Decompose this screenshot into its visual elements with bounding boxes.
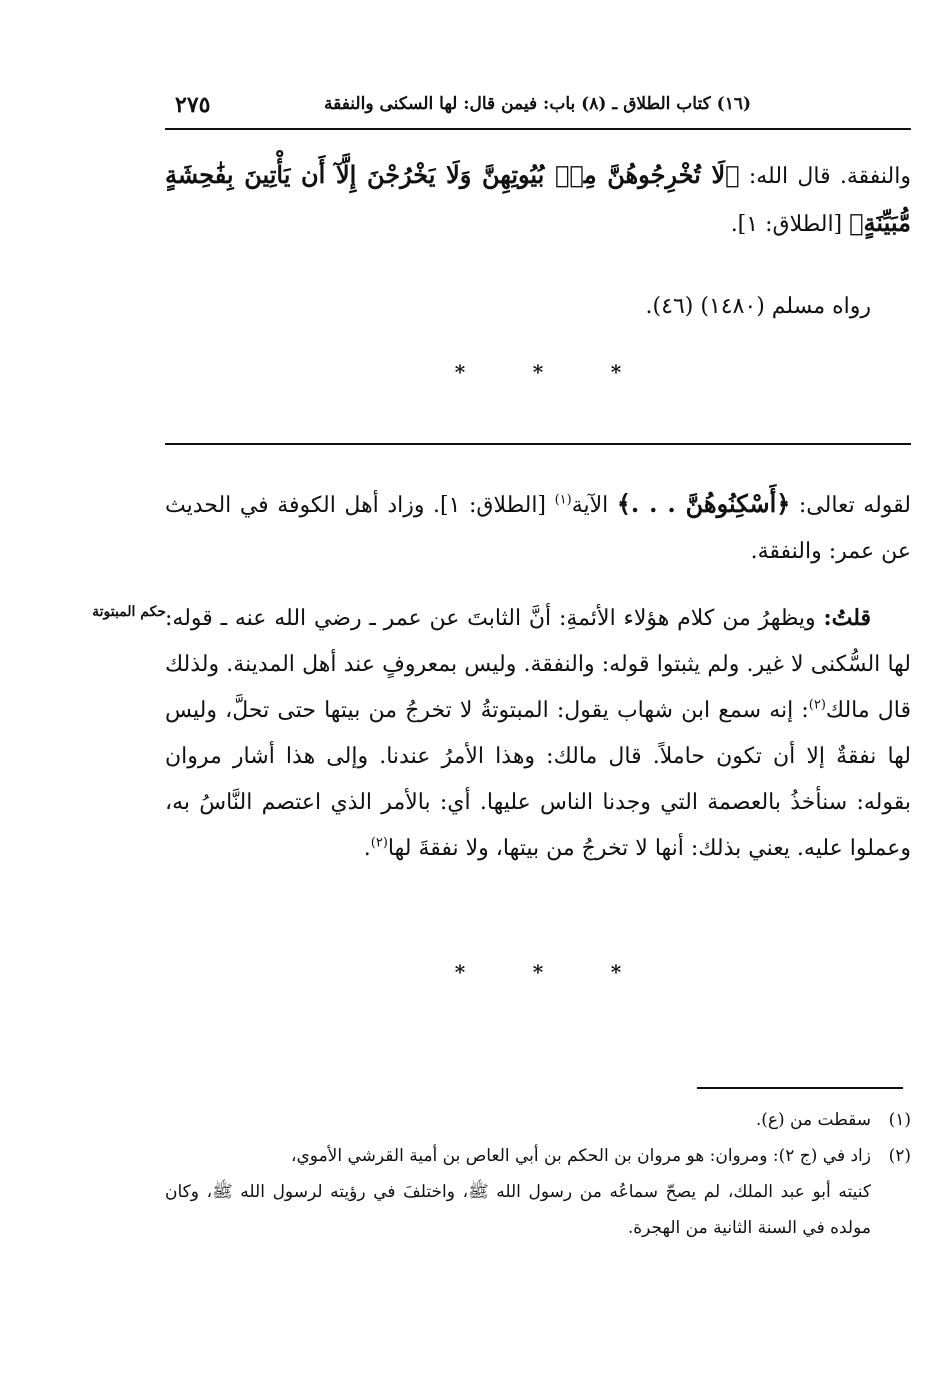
hadith-reference-paragraph [165,284,911,330]
commentary-text: . [363,836,371,861]
footnote-marker[interactable]: (١) [554,492,572,508]
separator-star: * [532,960,544,984]
separator-star: * [454,360,466,384]
verse-paragraph [165,152,911,248]
footnote-marker[interactable]: (٢) [370,835,388,851]
separator-star: * [610,360,622,384]
separator-star: * [532,360,544,384]
commentary-lead: قلتُ: [823,605,871,631]
running-header [165,92,911,128]
margin-note: حكم المبتوتة [92,604,166,620]
footnote-continuation: كنيته أبو عبد الملك، لم يصحّ سماعُه من رسول الله ﷺ، واختلفَ في رؤيته لرسول الله ﷺ، وكان مولده في السنة الثانية من الهجرة. [165,1182,871,1238]
verse-intro: والنفقة. قال الله: [748,164,911,189]
separator-stars [165,360,911,390]
footnotes [165,1102,911,1246]
separator-star: * [454,960,466,984]
footnote-item [165,1138,911,1174]
footnote-item [165,1102,911,1138]
separator-stars [165,960,911,990]
header-title: (١٦) كتاب الطلاق ـ (٨) باب: فيمن قال: لها السكنى والنفقة [323,94,751,114]
footnote-number: (١) [888,1110,911,1130]
commentary-text: الآية [571,493,609,518]
footnote-text: زاد في (ج ٢): ومروان: هو مروان بن الحكم بن أبي العاص بن أمية القرشي الأموي، [291,1146,871,1166]
commentary-text: ويظهرُ من كلام هؤلاء الأئمةِ: أنَّ الثابتَ عن عمر ـ رضي الله عنه ـ قوله: لها السُّكنى لا غير. ولم يثبتوا قوله: والنفقة. وليس بمعروفٍ عند أهل المدينة. ولذلك قال مالك [165,606,911,723]
verse-reference: [الطلاق: ١]. [730,212,843,237]
footnote-number: (٢) [888,1146,911,1166]
quran-quote: ﴿أَسْكِنُوهُنَّ . . .﴾ [616,489,791,518]
commentary-paragraph-2 [165,595,911,872]
separator-star: * [610,960,622,984]
commentary-paragraph-1 [165,481,911,575]
commentary-text: لقوله تعالى: [798,493,912,518]
commentary-text: : إنه سمع ابن شهاب يقول: المبتوتةُ لا تخرجُ من بيتها حتى تحلَّ، وليس لها نفقةٌ إلا أن تكون حاملاً. قال مالك: وهذا الأمرُ عندنا. وإلى هذا أشار مروان بقوله: سنأخذُ بالعصمة التي وجدنا الناس عليها. أي: بالأمر الذي اعتصم النَّاسُ به، وعملوا عليه. يعني بذلك: أنها لا تخرجُ من بيتها، ولا نفقةَ لها [165,698,911,861]
footnote-marker[interactable]: (٢) [808,697,826,713]
section-divider [165,443,911,445]
footnote-text: سقطت من (ع). [755,1110,871,1130]
quran-verse: ﴿لَا تُخْرِجُوهُنَّ مِنۢ بُيُوتِهِنَّ وَلَا يَخْرُجْنَ إِلَّآ أَن يَأْتِينَ بِفَٰحِشَةٍ مُّبَيِّنَةٍ﴾ [165,160,911,237]
header-rule [165,128,911,130]
hadith-reference: رواه مسلم (١٤٨٠) (٤٦). [645,294,871,319]
page-number: ٢٧٥ [175,92,211,118]
footnote-divider [697,1087,903,1089]
commentary-text: [الطلاق: ١]. وزاد أهل الكوفة في الحديث عن عمر: والنفقة. [165,493,911,564]
